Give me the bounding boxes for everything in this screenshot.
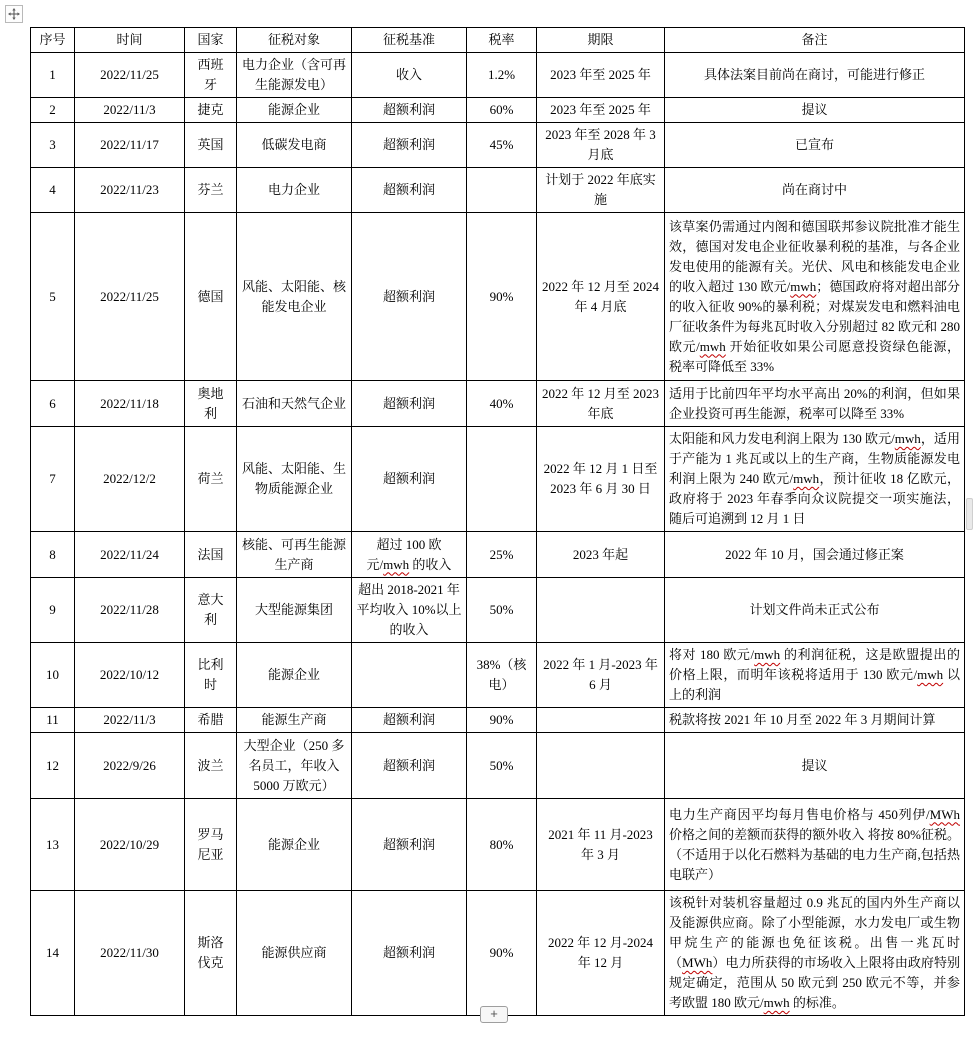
cell-note[interactable]: 提议	[665, 733, 965, 799]
cell-object[interactable]: 石油和天然气企业	[237, 381, 352, 427]
cell-object[interactable]: 能源生产商	[237, 708, 352, 733]
table-row	[31, 532, 965, 578]
cell-note[interactable]: 适用于比前四年平均水平高出 20%的利润，但如果企业投资可再生能源，税率可以降至 33%	[665, 381, 965, 427]
table-row	[31, 427, 965, 532]
table-row	[31, 123, 965, 168]
cell-time[interactable]: 2022/11/25	[75, 213, 185, 381]
cell-note[interactable]: 2022 年 10 月，国会通过修正案	[665, 532, 965, 578]
header-time[interactable]: 时间	[75, 28, 185, 53]
spellcheck-underline: mwh	[793, 471, 820, 486]
cell-rate[interactable]: 60%	[467, 98, 537, 123]
table-row	[31, 381, 965, 427]
cell-rate[interactable]: 40%	[467, 381, 537, 427]
table-row	[31, 578, 965, 643]
header-object[interactable]: 征税对象	[237, 28, 352, 53]
cell-object[interactable]: 能源企业	[237, 98, 352, 123]
cell-note[interactable]: 太阳能和风力发电利润上限为 130 欧元/mwh，适用于产能为 1 兆瓦或以上的生产商，生物质能源发电利润上限为 240 欧元/mwh，预计征收 18 亿欧元，政府将于 2023 年春季向众议院提交一项实施法，随后可追溯到 12 月 1 日	[665, 427, 965, 532]
table-row	[31, 98, 965, 123]
cell-object[interactable]: 低碳发电商	[237, 123, 352, 168]
cell-note[interactable]: 电力生产商因平均每月售电价格与 450列伊/MWh 价格之间的差额而获得的额外收入 将按 80%征税。（不适用于以化石燃料为基础的电力生产商,包括热电联产）	[665, 799, 965, 891]
cell-rate[interactable]: 90%	[467, 708, 537, 733]
cell-basis[interactable]: 超额利润	[352, 891, 467, 1016]
cell-period[interactable]: 2022 年 12 月-2024 年 12 月	[537, 891, 665, 1016]
vertical-scrollbar-thumb[interactable]	[966, 498, 973, 530]
cell-no[interactable]: 12	[31, 733, 75, 799]
cell-time[interactable]: 2022/12/2	[75, 427, 185, 532]
cell-object[interactable]: 电力企业	[237, 168, 352, 213]
cell-time[interactable]: 2022/11/30	[75, 891, 185, 1016]
table-row	[31, 733, 965, 799]
cell-time[interactable]: 2022/10/29	[75, 799, 185, 891]
cell-period[interactable]: 2023 年至 2028 年 3 月底	[537, 123, 665, 168]
cell-rate[interactable]: 25%	[467, 532, 537, 578]
cell-no[interactable]: 9	[31, 578, 75, 643]
cell-period[interactable]: 计划于 2022 年底实施	[537, 168, 665, 213]
cell-basis[interactable]: 超额利润	[352, 427, 467, 532]
cell-period[interactable]: 2021 年 11 月-2023 年 3 月	[537, 799, 665, 891]
cell-no[interactable]: 6	[31, 381, 75, 427]
spellcheck-underline: mwh	[917, 667, 944, 682]
cell-object[interactable]: 大型能源集团	[237, 578, 352, 643]
table-row	[31, 168, 965, 213]
cell-period[interactable]	[537, 578, 665, 643]
cell-period[interactable]	[537, 733, 665, 799]
cell-time[interactable]: 2022/11/23	[75, 168, 185, 213]
cell-country[interactable]: 荷兰	[185, 427, 237, 532]
cell-no[interactable]: 10	[31, 643, 75, 708]
move-icon	[8, 8, 20, 20]
cell-no[interactable]: 3	[31, 123, 75, 168]
cell-time[interactable]: 2022/11/3	[75, 98, 185, 123]
cell-country[interactable]: 意大利	[185, 578, 237, 643]
cell-note[interactable]: 已宣布	[665, 123, 965, 168]
table-row	[31, 53, 965, 98]
cell-basis[interactable]: 超额利润	[352, 98, 467, 123]
cell-rate[interactable]: 90%	[467, 891, 537, 1016]
cell-no[interactable]: 14	[31, 891, 75, 1016]
cell-country[interactable]: 斯洛伐克	[185, 891, 237, 1016]
cell-country[interactable]: 奥地利	[185, 381, 237, 427]
cell-period[interactable]: 2023 年至 2025 年	[537, 53, 665, 98]
header-no[interactable]: 序号	[31, 28, 75, 53]
cell-basis[interactable]: 超额利润	[352, 168, 467, 213]
cell-no[interactable]: 8	[31, 532, 75, 578]
cell-note[interactable]: 税款将按 2021 年 10 月至 2022 年 3 月期间计算	[665, 708, 965, 733]
cell-country[interactable]: 法国	[185, 532, 237, 578]
cell-object[interactable]: 大型企业（250 多名员工，年收入 5000 万欧元）	[237, 733, 352, 799]
cell-note[interactable]: 将对 180 欧元/mwh 的利润征税，这是欧盟提出的价格上限，而明年该税将适用于 130 欧元/mwh 以上的利润	[665, 643, 965, 708]
cell-no[interactable]: 11	[31, 708, 75, 733]
spellcheck-underline: mwh	[383, 556, 410, 572]
spellcheck-underline: mwh	[763, 995, 790, 1010]
cell-no[interactable]: 2	[31, 98, 75, 123]
cell-basis[interactable]: 超过 100 欧元/mwh 的收入	[352, 532, 467, 578]
cell-basis[interactable]: 超出 2018-2021 年平均收入 10%以上的收入	[352, 578, 467, 643]
cell-country[interactable]: 捷克	[185, 98, 237, 123]
header-country[interactable]: 国家	[185, 28, 237, 53]
cell-note[interactable]: 具体法案目前尚在商讨，可能进行修正	[665, 53, 965, 98]
header-basis[interactable]: 征税基准	[352, 28, 467, 53]
cell-basis[interactable]	[352, 643, 467, 708]
cell-country[interactable]: 德国	[185, 213, 237, 381]
cell-basis[interactable]: 收入	[352, 53, 467, 98]
cell-note[interactable]: 计划文件尚未正式公布	[665, 578, 965, 643]
table-body	[31, 53, 965, 1016]
cell-period[interactable]: 2022 年 1 月-2023 年 6 月	[537, 643, 665, 708]
windfall-tax-table[interactable]	[30, 27, 965, 1016]
cell-note[interactable]: 提议	[665, 98, 965, 123]
spellcheck-underline: mwh	[699, 338, 726, 354]
cell-time[interactable]: 2022/11/18	[75, 381, 185, 427]
cell-time[interactable]: 2022/11/25	[75, 53, 185, 98]
cell-basis[interactable]: 超额利润	[352, 733, 467, 799]
cell-basis[interactable]: 超额利润	[352, 381, 467, 427]
cell-rate[interactable]: 45%	[467, 123, 537, 168]
cell-rate[interactable]: 38%（核电）	[467, 643, 537, 708]
cell-rate[interactable]	[467, 427, 537, 532]
header-rate[interactable]: 税率	[467, 28, 537, 53]
cell-note[interactable]: 尚在商讨中	[665, 168, 965, 213]
cell-time[interactable]: 2022/11/24	[75, 532, 185, 578]
plus-icon: +	[490, 1006, 498, 1021]
cell-country[interactable]: 芬兰	[185, 168, 237, 213]
cell-time[interactable]: 2022/9/26	[75, 733, 185, 799]
cell-no[interactable]: 5	[31, 213, 75, 381]
cell-period[interactable]: 2022 年 12 月 1 日至 2023 年 6 月 30 日	[537, 427, 665, 532]
cell-country[interactable]: 罗马尼亚	[185, 799, 237, 891]
cell-basis[interactable]: 超额利润	[352, 213, 467, 381]
cell-note[interactable]: 该草案仍需通过内阁和德国联邦参议院批准才能生效，德国对发电企业征收暴利税的基准，与各企业发电使用的能源有关。光伏、风电和核能发电企业的收入超过 130 欧元/mwh；德国政府将对超出部分的收入征收 90%的暴利税；对煤炭发电和燃料油电厂征收条件为每兆瓦时收入分别超过 82 欧元和 280 欧元/mwh 开始征收如果公司愿意投资绿色能源，税率可降低至 33%	[665, 213, 965, 381]
cell-no[interactable]: 1	[31, 53, 75, 98]
cell-no[interactable]: 7	[31, 427, 75, 532]
cell-basis[interactable]: 超额利润	[352, 799, 467, 891]
spellcheck-underline: mwh	[754, 647, 781, 662]
cell-time[interactable]: 2022/11/28	[75, 578, 185, 643]
cell-country[interactable]: 西班牙	[185, 53, 237, 98]
header-period[interactable]: 期限	[537, 28, 665, 53]
cell-country[interactable]: 比利时	[185, 643, 237, 708]
cell-object[interactable]: 风能、太阳能、生物质能源企业	[237, 427, 352, 532]
cell-country[interactable]: 波兰	[185, 733, 237, 799]
cell-basis[interactable]: 超额利润	[352, 123, 467, 168]
table-row	[31, 799, 965, 891]
cell-time[interactable]: 2022/11/17	[75, 123, 185, 168]
table-row	[31, 708, 965, 733]
table-row	[31, 213, 965, 381]
cell-rate[interactable]: 50%	[467, 578, 537, 643]
cell-note[interactable]: 该税针对装机容量超过 0.9 兆瓦的国内外生产商以及能源供应商。除了小型能源，水力发电厂或生物甲烷生产的能源也免征该税。出售一兆瓦时（MWh）电力所获得的市场收入上限将由政府特别规定确定，范围从 50 欧元到 250 欧元不等，并参考欧盟 180 欧元/mwh 的标准。	[665, 891, 965, 1016]
cell-period[interactable]: 2022 年 12 月至 2024 年 4 月底	[537, 213, 665, 381]
cell-rate[interactable]: 1.2%	[467, 53, 537, 98]
table-row	[31, 891, 965, 1016]
spellcheck-underline: MWh	[682, 955, 713, 970]
spellcheck-underline: MWh	[929, 806, 960, 822]
cell-object[interactable]: 能源供应商	[237, 891, 352, 1016]
table-header-row	[31, 28, 965, 53]
cell-rate[interactable]: 80%	[467, 799, 537, 891]
cell-time[interactable]: 2022/11/3	[75, 708, 185, 733]
cell-object[interactable]: 风能、太阳能、核能发电企业	[237, 213, 352, 381]
cell-rate[interactable]: 90%	[467, 213, 537, 381]
cell-time[interactable]: 2022/10/12	[75, 643, 185, 708]
cell-no[interactable]: 13	[31, 799, 75, 891]
table-row	[31, 643, 965, 708]
cell-period[interactable]: 2022 年 12 月至 2023 年底	[537, 381, 665, 427]
cell-object[interactable]: 能源企业	[237, 643, 352, 708]
cell-rate[interactable]: 50%	[467, 733, 537, 799]
cell-period[interactable]	[537, 708, 665, 733]
cell-rate[interactable]	[467, 168, 537, 213]
cell-object[interactable]: 电力企业（含可再生能源发电）	[237, 53, 352, 98]
cell-country[interactable]: 希腊	[185, 708, 237, 733]
cell-basis[interactable]: 超额利润	[352, 708, 467, 733]
cell-no[interactable]: 4	[31, 168, 75, 213]
cell-country[interactable]: 英国	[185, 123, 237, 168]
cell-object[interactable]: 能源企业	[237, 799, 352, 891]
table-move-handle[interactable]	[5, 5, 23, 23]
cell-object[interactable]: 核能、可再生能源生产商	[237, 532, 352, 578]
cell-period[interactable]: 2023 年起	[537, 532, 665, 578]
add-button[interactable]	[480, 1006, 508, 1023]
header-note[interactable]: 备注	[665, 28, 965, 53]
spellcheck-underline: mwh	[894, 431, 921, 446]
spellcheck-underline: mwh	[790, 278, 817, 294]
cell-period[interactable]: 2023 年至 2025 年	[537, 98, 665, 123]
